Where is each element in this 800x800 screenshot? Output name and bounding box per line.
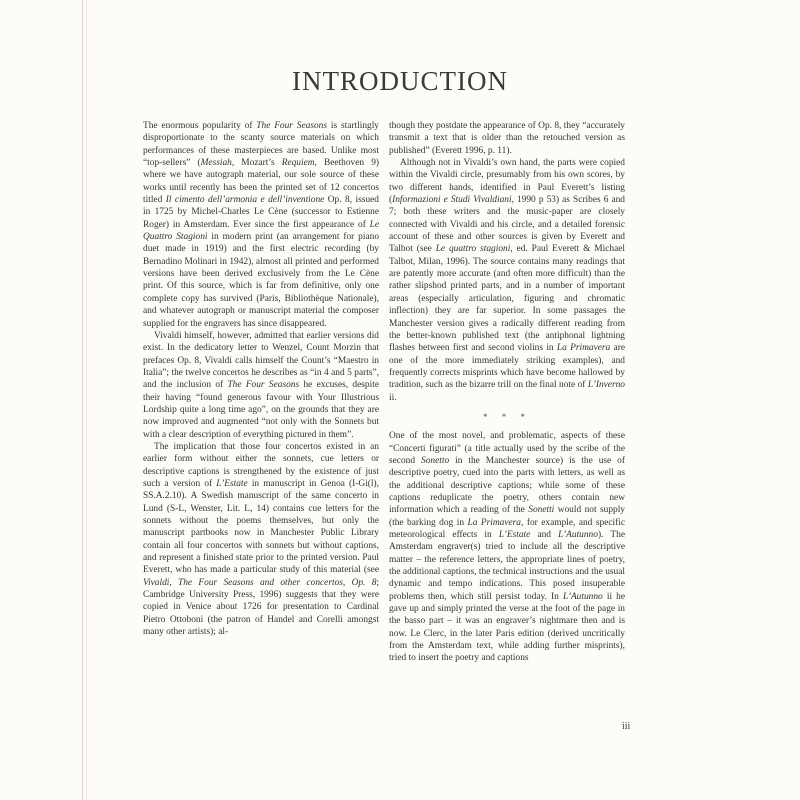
italic-title-run: L’Inverno (587, 380, 625, 391)
text-run: ; Cambridge University Press, 1996) suggests that they were copied in Venice about 1726 for presentation to Cardinal Pietro Ottoboni (the patron of Handel and Corelli amongst many other artists); al- (143, 577, 379, 638)
text-run: though they postdate the appearance of Op. 8, they “accurately transmit a text that is older than the retouched version as published” (Everett 1996, p. 11). (389, 121, 625, 156)
text-run: ). The Amsterdam engraver(s) tried to include all the descriptive matter – the reference letters, the appropriate lines of poetry, the additional captions, the technical instructions and the usual dynamic and tempo indications. This posed insuperable problems then, which still persist today. In (389, 530, 625, 602)
italic-title-run: La Primavera (467, 517, 521, 528)
text-run: he excuses, despite their having “found generous favour with Your Illustrious Lordship quite a long time ago”, on the grounds that they are now improved and augmented “not only with the Sonnets but with a clear description of everything pictured in them”. (143, 380, 379, 440)
italic-title-run: Il cimento dell’armonia e dell’inventione (165, 195, 325, 206)
italic-title-run: The Four Seasons (256, 121, 328, 131)
text-run: and (530, 530, 559, 540)
text-run: Although not in Vivaldi’s own hand, the parts were copied within the Vivaldi circle, presumably from his own scores, by two different hands, identified in Paul Everett’s listing ( (389, 158, 625, 206)
text-run: Op. 8, issued in 1725 by Michel-Charles Le Cène (successor to Estienne Roger) in Amsterdam. Ever since the first appearance of (143, 195, 379, 230)
text-run: The implication that those four concertos existed in an earlier form without either the sonnets, cue letters or descriptive captions is strengthened by the existence of just such a version of (143, 441, 379, 489)
right-column (389, 120, 625, 665)
text-run: in manuscript in Genoa (I-Gi(l), SS.A.2.10). A Swedish manuscript of the same concerto in Lund (S-L, Wenster, Lit. L, 14) contains cue letters for the sonnets without the poems themselves, but only the manuscript partbooks now in Manchester Public Library contain all four concertos with sonnets but without captions, and represent a finished state prior to the printed version. Paul Everett, who has made a particular study of this material (see (143, 478, 379, 576)
paragraph (389, 120, 625, 157)
text-run: in the Manchester source) is the use of descriptive poetry, cued into the parts with letters, as well as the additional descriptive captions; while some of these captions reduplicate the poetry, others contain new information which a reading of the (389, 455, 625, 516)
text-run: , Beethoven 9) where we have autograph material, our sole source of these works until recently has been the printed set of 12 concertos titled (143, 158, 379, 206)
text-run: Vivaldi himself, however, admitted that earlier versions did exist. In the dedicatory letter to Wenzel, Count Morzin that prefaces Op. 8, Vivaldi calls himself the Count’s “Maestro in Italia”; the twelve concertos he describes as “in 4 and 5 parts”, and the inclusion of (143, 330, 379, 391)
paragraph (143, 120, 379, 330)
italic-title-run: L’Estate (498, 530, 531, 540)
text-run: ii he gave up and simply printed the verse at the foot of the page in the basso part – it was an engraver’s nightmare then and is now. Le Clerc, in the later Paris edition (derived uncritically from the Amsterdam text, while adding further misprints), tried to insert the poetry and captions (389, 591, 626, 664)
text-run: in modern print (an arrangement for piano duet made in 1919) and the first electric recording (by Bernadino Molinari in 1942), almost all printed and performed versions have been derived exclusively from the Le Cène print. Of this source, which is far from definitive, only one complete copy has survived (Paris, Bibliothèque Nationale), and whatever autograph or manuscript material the composer supplied for the engravers has since disappeared. (143, 232, 380, 329)
text-run: , 1990 p 53) as Scribes 6 and 7; both these writers and the music-paper are closely connected with Vivaldi and his circle, and a detailed forensic account of these and other sources is given by Everett and Talbot (see (389, 195, 625, 255)
paragraph (143, 330, 379, 441)
italic-title-run: Sonetto (421, 455, 450, 466)
italic-title-run: Sonetti (528, 505, 555, 516)
italic-title-run: Le quattro stagioni (435, 244, 511, 255)
page-binding-edge-shadow (86, 0, 87, 800)
text-run: , Mozart’s (231, 158, 282, 169)
italic-title-run: The Four Seasons (227, 380, 300, 391)
text-run: are one of the more immediately striking examples), and frequently corrects misprints which have become hallowed by tradition, such as the bizarre trill on the final note of (389, 343, 625, 391)
italic-title-run: L’Estate (216, 478, 248, 489)
text-run: The enormous popularity of (143, 121, 257, 131)
paragraph (143, 441, 379, 639)
page-binding-edge (82, 0, 83, 800)
text-run: , ed. Paul Everett & Michael Talbot, Milan, 1996). The source contains many readings that are patently more accurate (and often more difficult) than the rather slipshod printed parts, and in a number of important areas (especially articulation, figuring and chromatic inflection) they are far superior. In some passages the Manchester version gives a radically different reading from the better-known published text (the antiphonal lightning flashes between first and second violins in (389, 244, 626, 354)
text-run: , for example, and specific meteorological effects in (389, 517, 625, 540)
text-run: is startlingly disproportionate to the scanty source materials on which performances of these masterpieces are based. Unlike most “top-sellers” ( (143, 121, 379, 169)
italic-title-run: L’Autunno (562, 591, 603, 602)
page-title: INTRODUCTION (292, 66, 508, 96)
text-run: would not supply (the barking dog in (389, 505, 625, 528)
section-divider: * * * (483, 411, 531, 422)
italic-title-run: Requiem (281, 158, 315, 169)
paragraph (389, 430, 625, 665)
italic-title-run: Informazioni e Studi Vivaldiani (392, 195, 512, 206)
text-run: ii. (389, 392, 397, 403)
text-run: One of the most novel, and problematic, aspects of these “Concerti figurati” (a title actually used by the scribe of the second (389, 431, 625, 466)
italic-title-run: Vivaldi, The Four Seasons and other concertos, Op. 8 (143, 577, 377, 588)
italic-title-run: Messiah (200, 158, 232, 169)
italic-title-run: La Primavera (556, 343, 611, 354)
italic-title-run: Le Quattro Stagioni (143, 219, 379, 243)
left-column (143, 120, 379, 638)
page-number: iii (622, 721, 631, 732)
paragraph (389, 157, 625, 404)
italic-title-run: L’Autunno (558, 530, 598, 540)
